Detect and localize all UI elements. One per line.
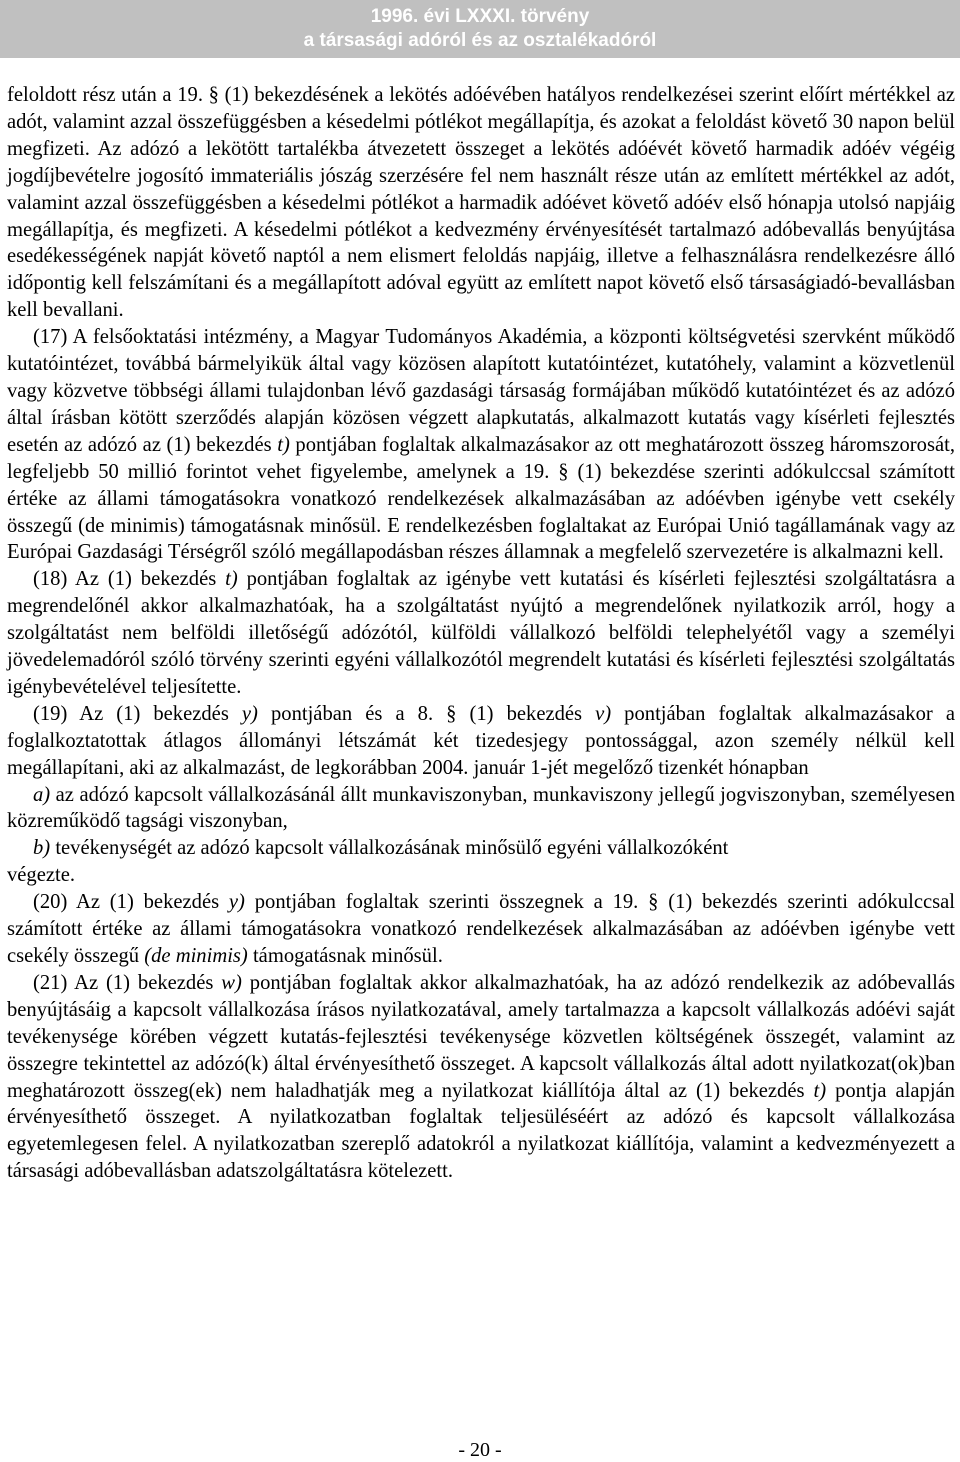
paragraph-20-mid: pontjában foglaltak szerinti összegnek a 19. § (1) bekezdés szerinti adókulccsal számított értéke az állami támogatásokra vonatkozó rendelkezések alkalmazásában az adóévben igénybe vett csekély összegű: [7, 891, 955, 967]
paragraph-20-rest: támogatásnak minősül.: [252, 945, 443, 967]
paragraph-19-item-a: [7, 782, 955, 836]
paragraph-19-start: (19) Az (1) bekezdés: [33, 702, 229, 725]
paragraph-18-start: (18) Az (1) bekezdés: [33, 568, 217, 591]
paragraph-19-mid: pontjában és a 8. § (1) bekezdés: [270, 702, 583, 725]
paragraph-20-point-ref: y): [228, 891, 245, 914]
page-number: - 20 -: [458, 1439, 502, 1461]
law-title: 1996. évi LXXXI. törvény: [370, 6, 590, 27]
item-b-label: b): [33, 837, 51, 860]
paragraph-17: [7, 324, 955, 566]
paragraph-18-rest: pontjában foglaltak az igénybe vett kutatási és kísérleti fejlesztési szolgáltatásra a megrendelőnél akkor alkalmazhatóak, ha a szolgáltatást nyújtó a megrendelőnek nyilatkozik arról, hogy a szolgáltatást nem belföldi illetőségű adózótól, külföldi vállalkozó belföldi telephelyétől vagy a személyi jövedelemadóról szóló törvény szerinti egyéni vállalkozótól megrendelt kutatási és kísérleti fejlesztési szolgáltatás igénybevételével teljesítette.: [7, 568, 955, 698]
paragraph-20: [7, 889, 955, 970]
paragraph-19: [7, 701, 955, 782]
paragraph-21-mid: pontjában foglaltak akkor alkalmazhatóak, ha az adózó rendelkezik az adóbevallás benyújtásáig a kapcsolt vállalkozása írásos nyilatkozatával, amely tartalmazza a kapcsolt vállalkozás adóévi saját tevékenysége körében végzett kutatás-fejlesztési tevékenysége közvetlen költségének összegét, valamint az összegre tekintettel az adózó(k) által érvényesíthető összeget. A kapcsolt vállalkozás által adott nyilatkozat(ok)ban meghatározott összeg(ek) nem haladhatják meg a nyilatkozat kiállítója által az (1) bekezdés: [7, 971, 955, 1102]
paragraph-19-rest: pontjában foglaltak alkalmazásakor a foglalkoztatottak átlagos állományi létszámát két tizedesjegy pontossággal, azon személy nélkül kell megállapítani, aki az alkalmazást, de legkorábban 2004. január 1-jét megelőző tizenkét hónapban: [7, 702, 955, 779]
paragraph-19-item-b: [7, 835, 955, 862]
paragraph-17-text: (17) A felsőoktatási intézmény, a Magyar Tudományos Akadémia, a központi költségvetési szervként működő kutatóintézet, továbbá bármelyikük által vagy közösen alapított kutatóintézet, kutatóhely, valamint a közvetlenül vagy közvetve többségi állami tulajdonban lévő gazdasági társaság formájában működő kutatóintézet és az adózó által írásban kötött szerződés alapján közösen végzett alapkutatás, alkalmazott kutatás vagy kísérleti fejlesztés esetén az adózó az (1) bekezdés: [7, 326, 955, 456]
law-subtitle: a társasági adóról és az osztalékadóról: [303, 30, 657, 51]
paragraph-20-start: (20) Az (1) bekezdés: [33, 891, 220, 914]
item-a-label: a): [33, 783, 51, 806]
document-body: [7, 82, 955, 1185]
paragraph-17-point-ref: t): [277, 433, 290, 456]
paragraph-21-rest: pontja alapján érvényesíthető összeget. A nyilatkozatban foglaltak teljesüléséért az adózó és kapcsolt vállalkozása egyetemlegesen felel. A nyilatkozatban szereplő adatokról a nyilatkozat kiállítója, valamint a kedvezményezett a társasági adóbevallásban adatszolgáltatásra kötelezett.: [7, 1079, 955, 1183]
paragraph-18: [7, 566, 955, 701]
paragraph-19-point-ref-1: y): [241, 702, 258, 725]
paragraph-19-point-ref-2: v): [595, 702, 612, 725]
paragraph-20-de-minimis: (de minimis): [144, 945, 248, 967]
paragraph-21-start: (21) Az (1) bekezdés: [33, 971, 214, 994]
item-a-text: az adózó kapcsolt vállalkozásánál állt munkaviszonyban, munkaviszony jellegű jogviszonyban, személyesen közreműködő tagsági viszonyban,: [7, 783, 955, 833]
paragraph-19-item-b-end: végezte.: [7, 864, 76, 887]
paragraph-21-point-ref-1: w): [221, 971, 242, 994]
paragraph-21: [7, 970, 955, 1185]
document-header: [0, 0, 960, 58]
paragraph-18-point-ref: t): [225, 568, 238, 591]
paragraph-continuation: feloldott rész után a 19. § (1) bekezdésének a lekötés adóévében hatályos rendelkezései szerint előírt mértékkel az adót, valamint azzal összefüggésben a késedelmi pótlékot megállapítja, és azokat a feloldást követő 30 napon belül megfizeti. Az adózó a lekötött tartalékba átvezetett összeget a lekötés adóévét követő harmadik adóév végéig jogdíjbevételre jogosító immateriális jószág szerzésére fel nem használt része után az említett mértékkel az adót, valamint azzal összefüggésben a késedelmi pótlékot a harmadik adóévet követő adóév első hónapja utolsó napjáig megállapítja, és megfizeti. A késedelmi pótlékot a kedvezmény érvényesítését tartalmazó adóbevallás benyújtása esedékességének napját követő naptól a nem elismert feloldás napjáig, illetve a felhasználásra rendelkezésre álló időpontig kell felszámítani és a megállapított adóval együtt az említett napot követő első társaságiadó-bevallásban kell bevallani.: [7, 84, 955, 322]
item-b-text: tevékenységét az adózó kapcsolt vállalkozásának minősülő egyéni vállalkozóként: [55, 837, 729, 860]
paragraph-17-rest: pontjában foglaltak alkalmazásakor az ott meghatározott összeg háromszorosát, legfeljebb 50 millió forintot vehet figyelembe, amelynek a 19. § (1) bekezdése szerinti adókulccsal számított értéke az állami támogatásokra vonatkozó rendelkezések alkalmazásában az adóévben igénybe vett csekély összegű (de minimis) támogatásnak minősül. E rendelkezésben foglaltakat az Európai Unió tagállamának vagy az Európai Gazdasági Térségről szóló megállapodásban részes államnak a megfelelő szervezetére is alkalmazni kell.: [7, 433, 955, 564]
paragraph-21-point-ref-2: t): [813, 1079, 827, 1102]
